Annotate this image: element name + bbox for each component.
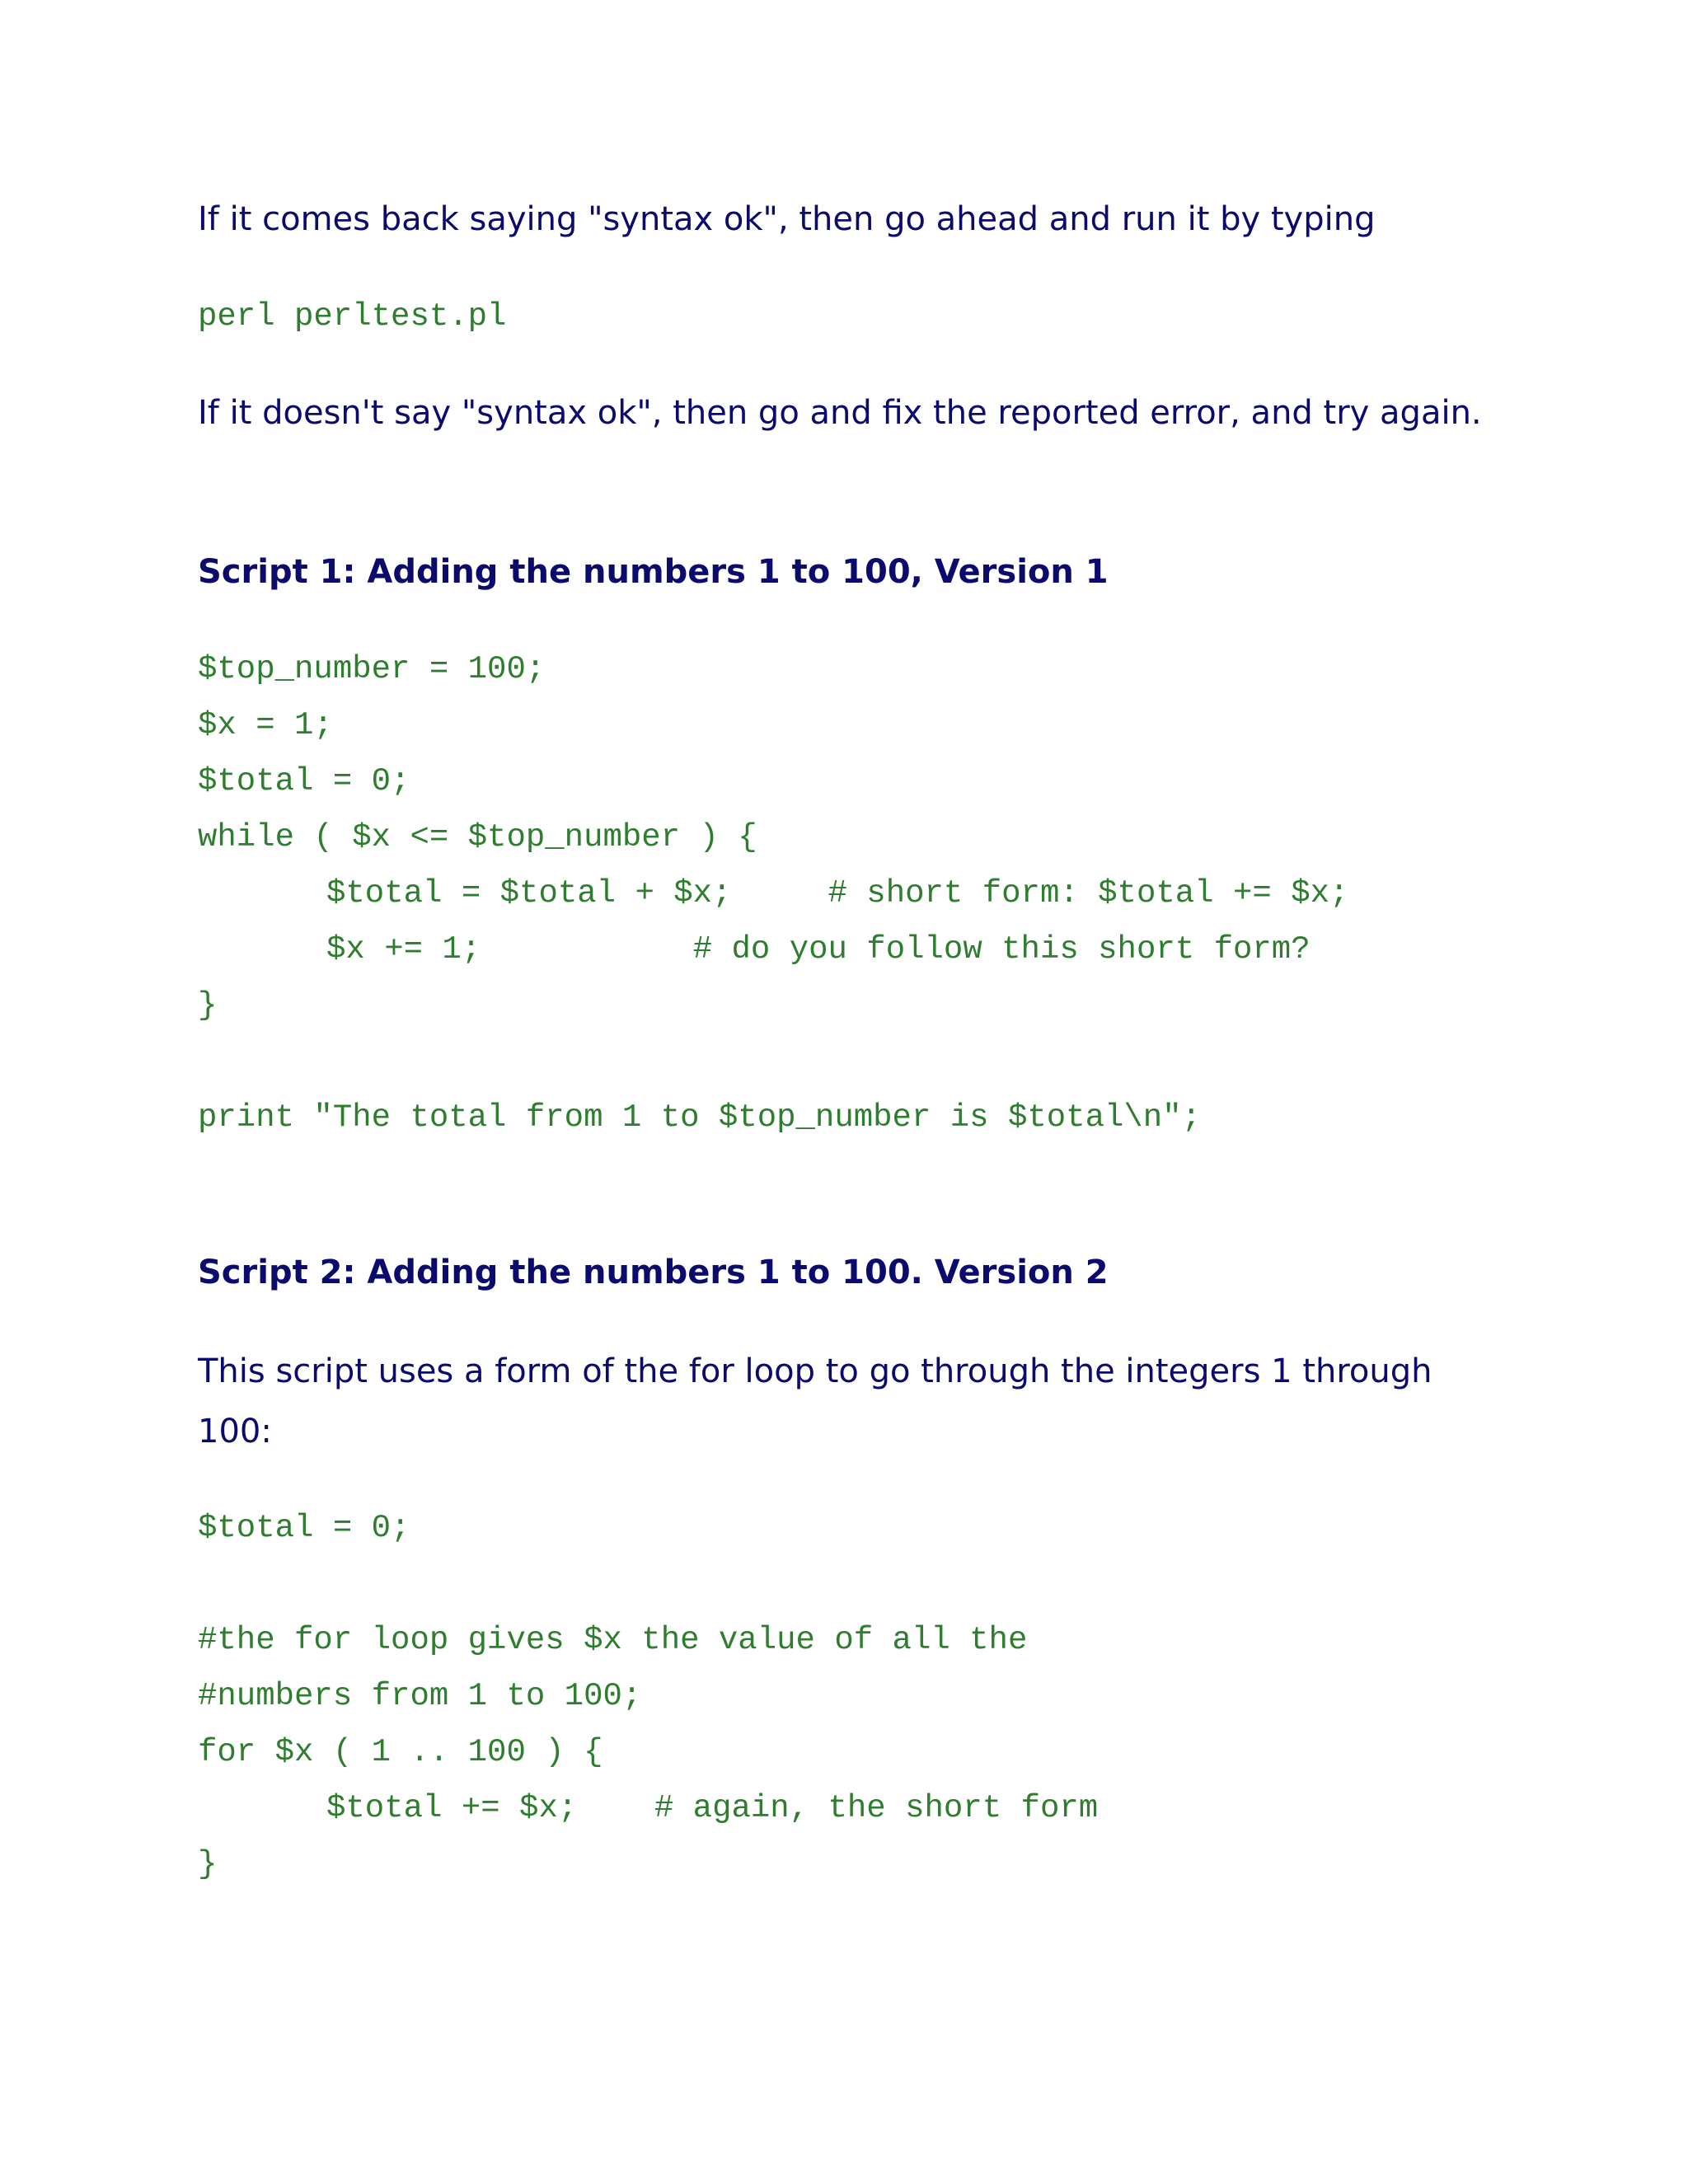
code-line: $x += 1; # do you follow this short form? — [326, 931, 1311, 968]
code-line: $top_number = 100; — [198, 651, 546, 687]
code-line: print "The total from 1 to $top_number is $total\n"; — [198, 1099, 1201, 1136]
code-line: #the for loop gives $x the value of all the — [198, 1622, 1028, 1658]
script2-description: This script uses a form of the for loop to go through the integers 1 through 100: — [198, 1352, 1432, 1451]
code-line: $x = 1; — [198, 707, 333, 743]
code-line: while ( $x <= $top_number ) { — [198, 819, 757, 855]
code-line: $total = 0; — [198, 1510, 410, 1546]
run-instruction: If it comes back saying "syntax ok", then go ahead and run it by typing — [198, 200, 1376, 238]
code-line: $total = 0; — [198, 763, 410, 799]
code-line: $total = $total + $x; # short form: $total += $x; — [326, 875, 1349, 912]
run-command: perl perltest.pl — [198, 298, 507, 335]
code-line: } — [198, 987, 218, 1024]
fix-instruction: If it doesn't say "syntax ok", then go and fix the reported error, and try again. — [198, 394, 1482, 432]
script2-heading: Script 2: Adding the numbers 1 to 100. Version 2 — [198, 1254, 1109, 1291]
code-line: for $x ( 1 .. 100 ) { — [198, 1734, 603, 1770]
code-line: $total += $x; # again, the short form — [326, 1790, 1099, 1826]
code-line: } — [198, 1846, 218, 1882]
script1-heading: Script 1: Adding the numbers 1 to 100, Version 1 — [198, 553, 1109, 591]
code-line: #numbers from 1 to 100; — [198, 1678, 642, 1714]
